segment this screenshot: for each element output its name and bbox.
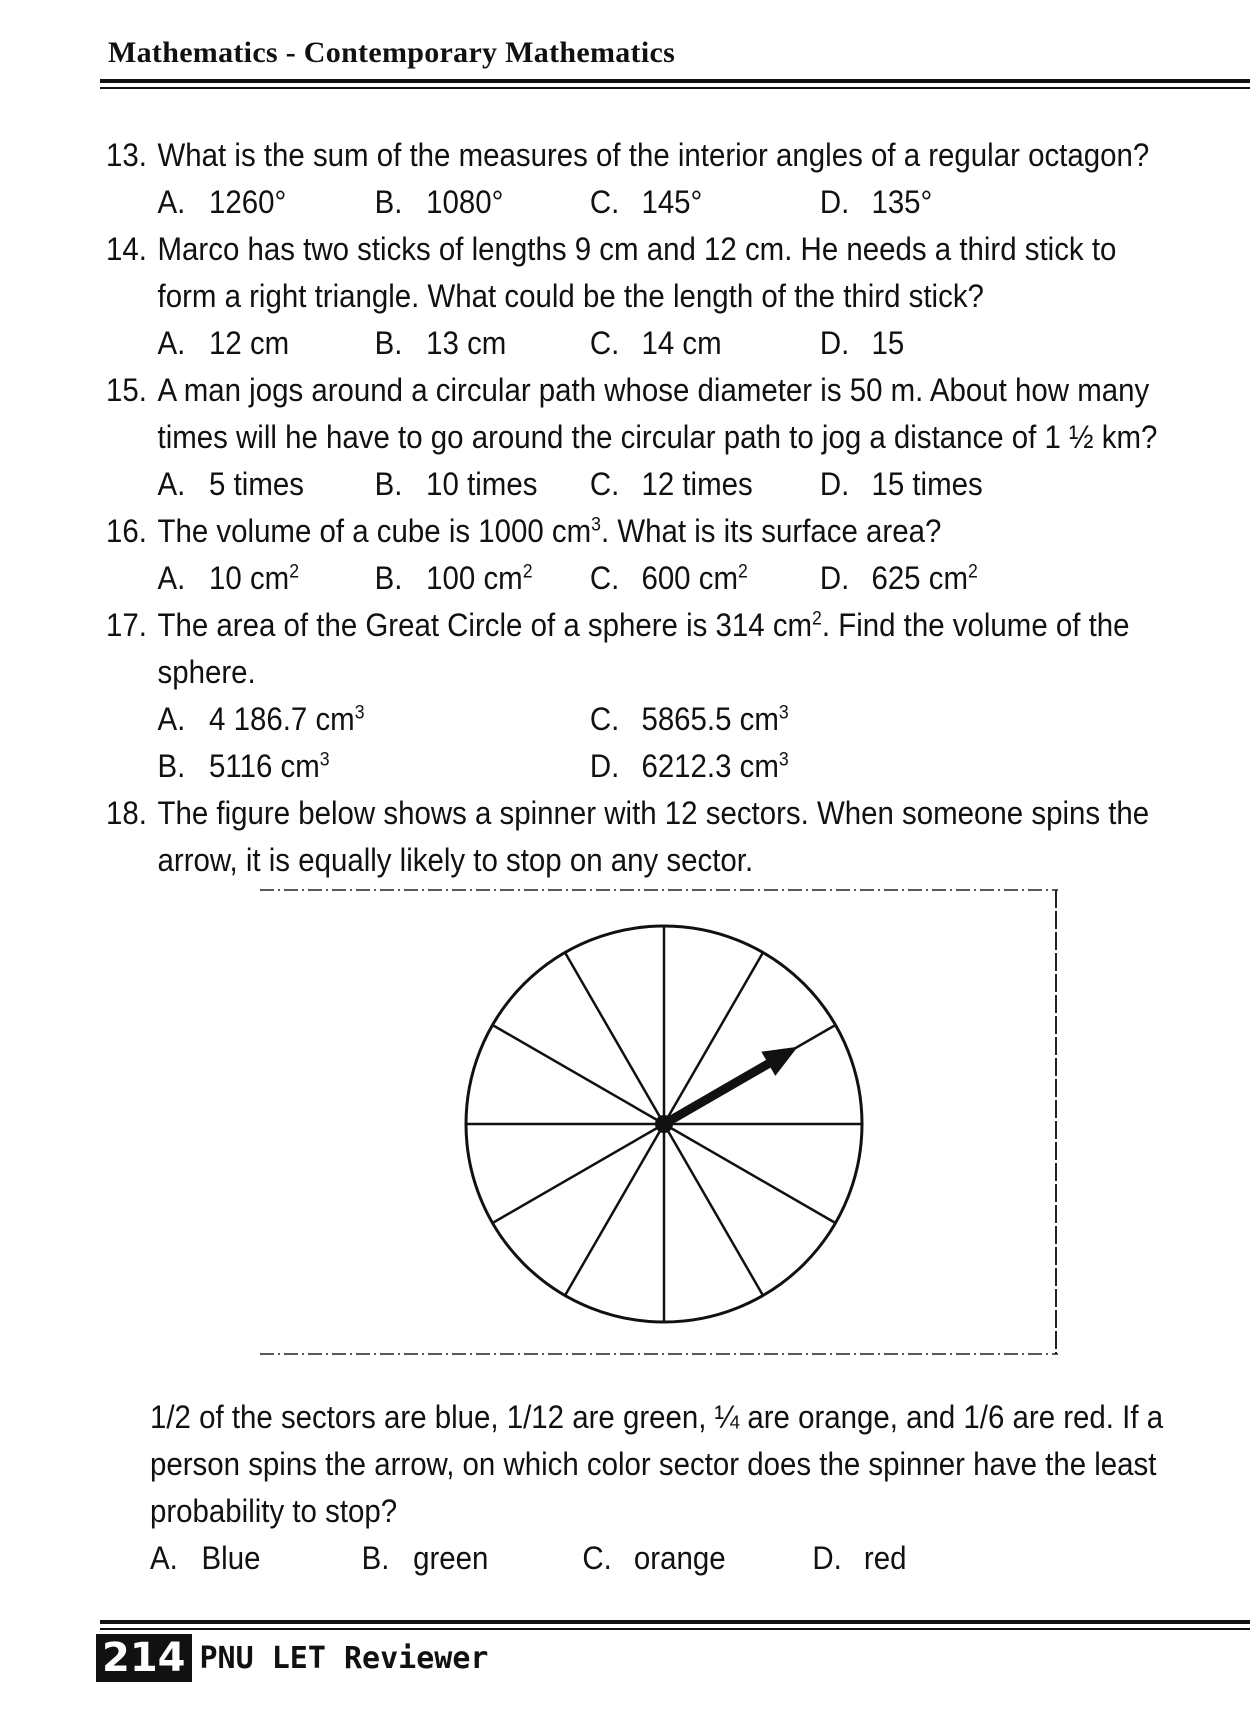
question-text: What is the sum of the measures of the interior angles of a regular octagon?: [157, 137, 1150, 173]
question-18: [106, 790, 1164, 884]
option-a: A. 1260°: [157, 184, 287, 220]
option-c: C. 145°: [589, 184, 703, 220]
spinner-svg: [260, 878, 1058, 1356]
page-number: 214: [96, 1634, 192, 1682]
option-b: B. 10 times: [374, 466, 538, 502]
option-d: D. 625 $cm^2$: [819, 560, 978, 596]
option-d: D. red: [812, 1540, 907, 1576]
sector-divider: [493, 1025, 664, 1124]
options-row: [150, 1535, 1171, 1582]
options-grid: [158, 696, 1164, 790]
sector-divider: [565, 953, 664, 1124]
options-row: [158, 179, 1164, 226]
options-row: [158, 461, 1164, 508]
option-c: C. 600 $cm^2$: [589, 560, 748, 596]
footer-rule-thin: [100, 1628, 1250, 1630]
question-text: The figure below shows a spinner with 12 sectors. When someone spins the arrow, it is equally likely to stop on any sector.: [157, 795, 1150, 878]
question-number: 14.: [106, 231, 147, 267]
spinner-figure: [260, 878, 1058, 1356]
option-a: A. 4 186.7 $cm^3$: [157, 701, 365, 737]
options-row: [158, 320, 1164, 367]
spinner-hub: [655, 1115, 673, 1133]
question-18-continued: [150, 1394, 1171, 1582]
sector-divider: [565, 1124, 664, 1295]
spinner-arrow-shaft: [664, 1060, 775, 1124]
question-number: 17.: [106, 607, 147, 643]
option-c: C. orange: [582, 1540, 726, 1576]
option-d: D. 135°: [819, 184, 933, 220]
footer-title: PNU LET Reviewer: [199, 1640, 489, 1676]
option-c: C. 5865.5 $cm^3$: [589, 701, 789, 737]
question-16: [106, 508, 1164, 602]
page-header: Mathematics - Contemporary Mathematics: [108, 36, 676, 69]
spinner: [466, 926, 862, 1322]
option-b: B. 100 $cm^2$: [374, 560, 533, 596]
question-text: The volume of a cube is 1000 $cm^3$. What is its surface area?: [157, 513, 942, 549]
page-footer: [96, 1634, 488, 1682]
question-18-text: 1/2 of the sectors are blue, 1/12 are green, ¼ are orange, and 1/6 are red. If a person spins the arrow, on which color sector does the spinner have the least probability to stop?: [150, 1399, 1164, 1529]
question-number: 18.: [106, 795, 147, 831]
option-b: B. 1080°: [374, 184, 504, 220]
question-text: A man jogs around a circular path whose diameter is 50 m. About how many times will he have to go around the circular path to jog a distance of 1 ½ km?: [157, 372, 1158, 455]
question-13: [106, 132, 1164, 226]
option-d: D. 15 times: [819, 466, 983, 502]
sector-divider: [664, 1124, 835, 1223]
sector-divider: [664, 1124, 763, 1295]
option-d: D. 6212.3 $cm^3$: [589, 748, 789, 784]
option-a: A. 10 $cm^2$: [157, 560, 300, 596]
footer-rule: [100, 1620, 1250, 1624]
question-14: [106, 226, 1164, 367]
option-c: C. 12 times: [589, 466, 753, 502]
option-b: B. 5116 $cm^3$: [157, 748, 330, 784]
question-17: [106, 602, 1164, 790]
question-list: [106, 132, 1164, 884]
option-d: D. 15: [819, 325, 905, 361]
question-text: The area of the Great Circle of a sphere is 314 $cm^2$. Find the volume of the sphere.: [157, 607, 1130, 690]
sector-divider: [493, 1124, 664, 1223]
option-c: C. 14 cm: [589, 325, 722, 361]
option-a: A. Blue: [150, 1540, 261, 1576]
header-rule: [100, 79, 1250, 83]
question-15: [106, 367, 1164, 508]
option-a: A. 12 cm: [157, 325, 290, 361]
option-a: A. 5 times: [157, 466, 304, 502]
question-number: 16.: [106, 513, 147, 549]
header-rule-thin: [100, 87, 1250, 89]
options-row: [158, 555, 1164, 602]
option-b: B. 13 cm: [374, 325, 507, 361]
question-text: Marco has two sticks of lengths 9 cm and 12 cm. He needs a third stick to form a right triangle. What could be the length of the third stick?: [157, 231, 1117, 314]
option-b: B. green: [361, 1540, 489, 1576]
question-number: 15.: [106, 372, 147, 408]
question-number: 13.: [106, 137, 147, 173]
